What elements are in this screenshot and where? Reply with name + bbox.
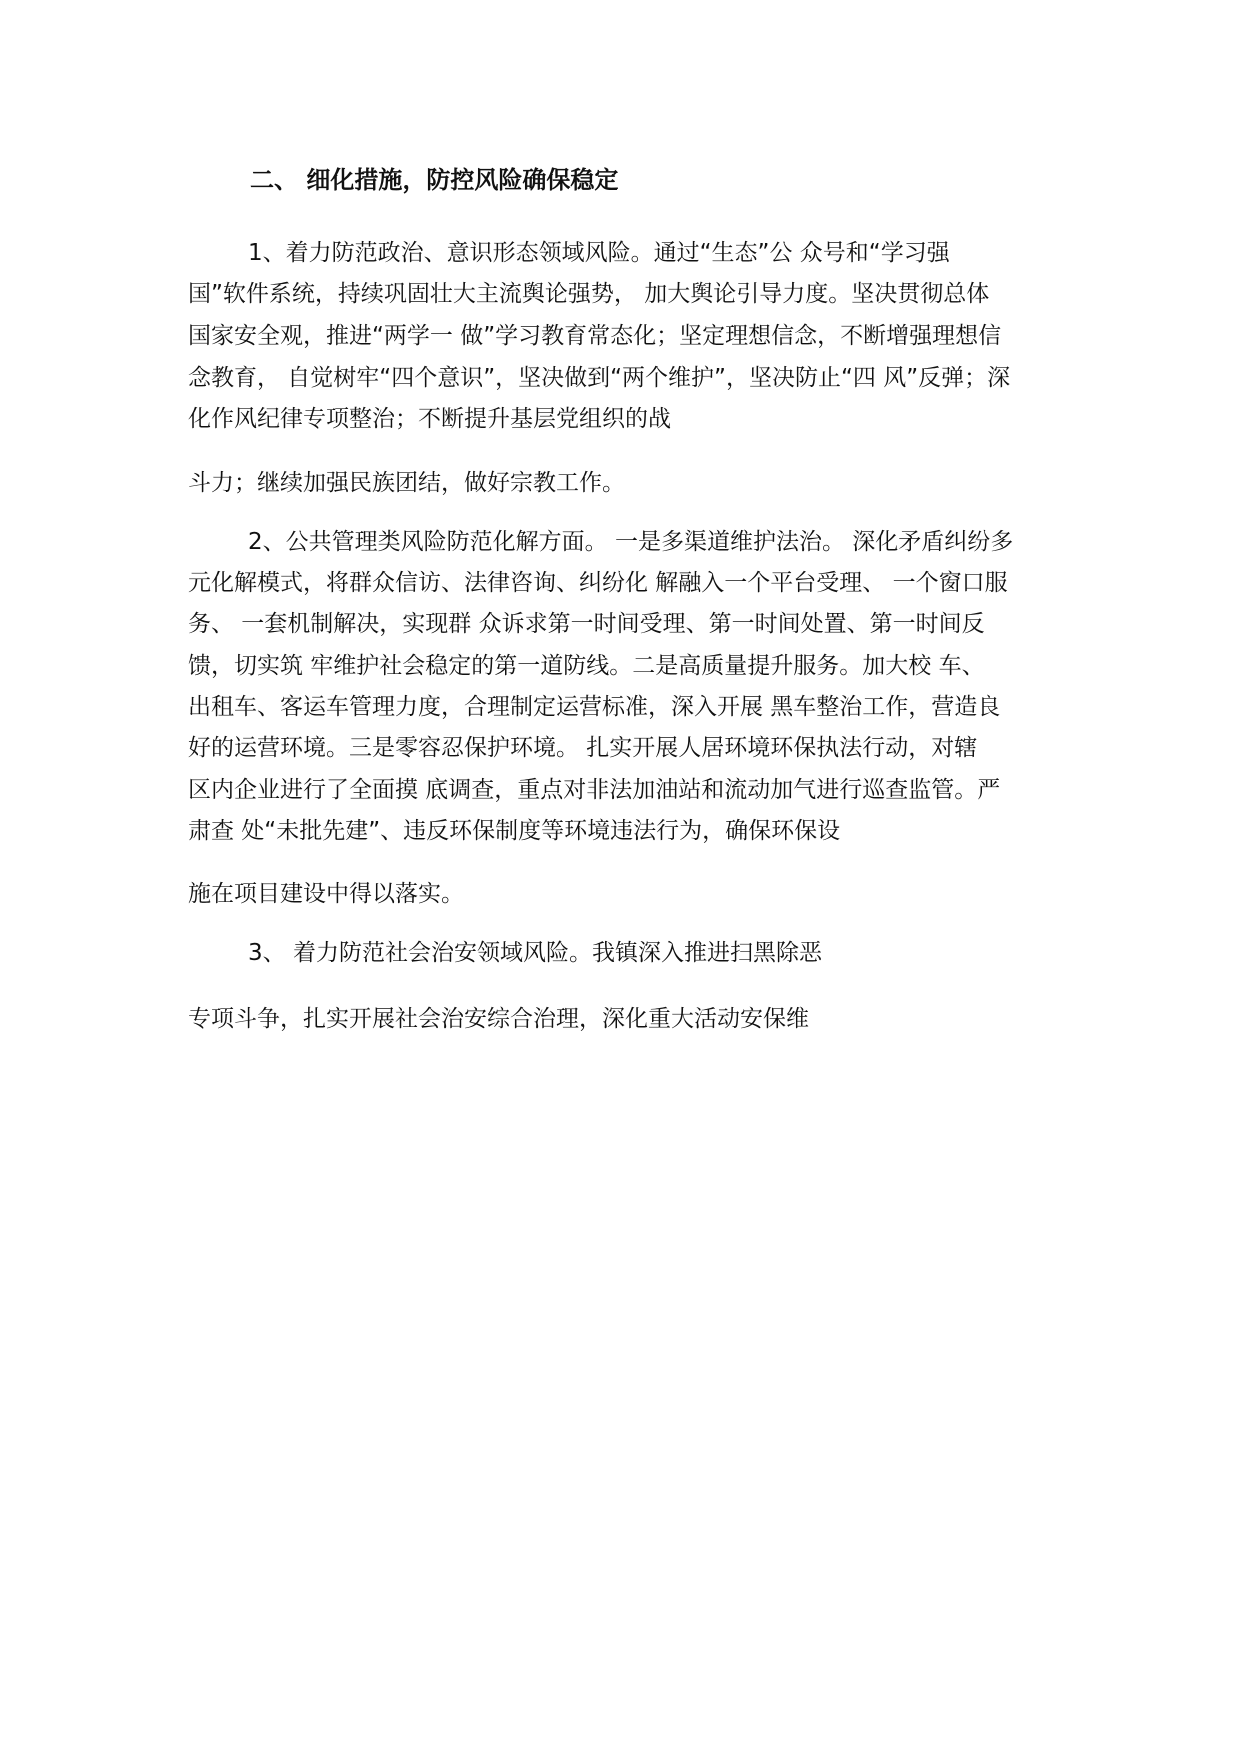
paragraph-line: 施在项目建设中得以落实。 <box>188 881 464 907</box>
paragraph-line: 国”软件系统，持续巩固壮大主流舆论强势， 加大舆论引导力度。坚决贯彻总体 <box>188 281 990 307</box>
paragraph-line: 3、 着力防范社会治安领域风险。我镇深入推进扫黑除恶 <box>248 940 822 966</box>
paragraph-line: 元化解模式，将群众信访、法律咨询、纠纷化 解融入一个平台受理、 一个窗口服 <box>188 570 1008 596</box>
paragraph-line: 好的运营环境。三是零容忍保护环境。 扎实开展人居环境环保执法行动，对辖 <box>188 735 978 761</box>
paragraph-line: 肃查 处“未批先建”、违反环保制度等环境违法行为，确保环保设 <box>188 818 841 844</box>
paragraph-line: 专项斗争，扎实开展社会治安综合治理，深化重大活动安保维 <box>188 1006 809 1032</box>
paragraph-line: 区内企业进行了全面摸 底调查，重点对非法加油站和流动加气进行巡查监管。严 <box>188 777 1001 803</box>
paragraph-line: 化作风纪律专项整治；不断提升基层党组织的战 <box>188 406 671 432</box>
paragraph-line: 馈，切实筑 牢维护社会稳定的第一道防线。二是高质量提升服务。加大校 车、 <box>188 653 985 679</box>
paragraph-line: 2、公共管理类风险防范化解方面。 一是多渠道维护法治。 深化矛盾纠纷多 <box>248 529 1014 555</box>
paragraph-line: 务、 一套机制解决，实现群 众诉求第一时间受理、第一时间处置、第一时间反 <box>188 611 985 637</box>
paragraph-line: 念教育， 自觉树牢“四个意识”，坚决做到“两个维护”，坚决防止“四 风”反弹；深 <box>188 365 1011 391</box>
section-heading: 二、 细化措施，防控风险确保稳定 <box>250 166 619 194</box>
paragraph-line: 国家安全观，推进“两学一 做”学习教育常态化；坚定理想信念，不断增强理想信 <box>188 323 1002 349</box>
paragraph-line: 斗力；继续加强民族团结，做好宗教工作。 <box>188 470 625 496</box>
paragraph-line: 1、着力防范政治、意识形态领域风险。通过“生态”公 众号和“学习强 <box>248 240 950 266</box>
paragraph-line: 出租车、客运车管理力度，合理制定运营标准，深入开展 黑车整治工作，营造良 <box>188 694 1001 720</box>
